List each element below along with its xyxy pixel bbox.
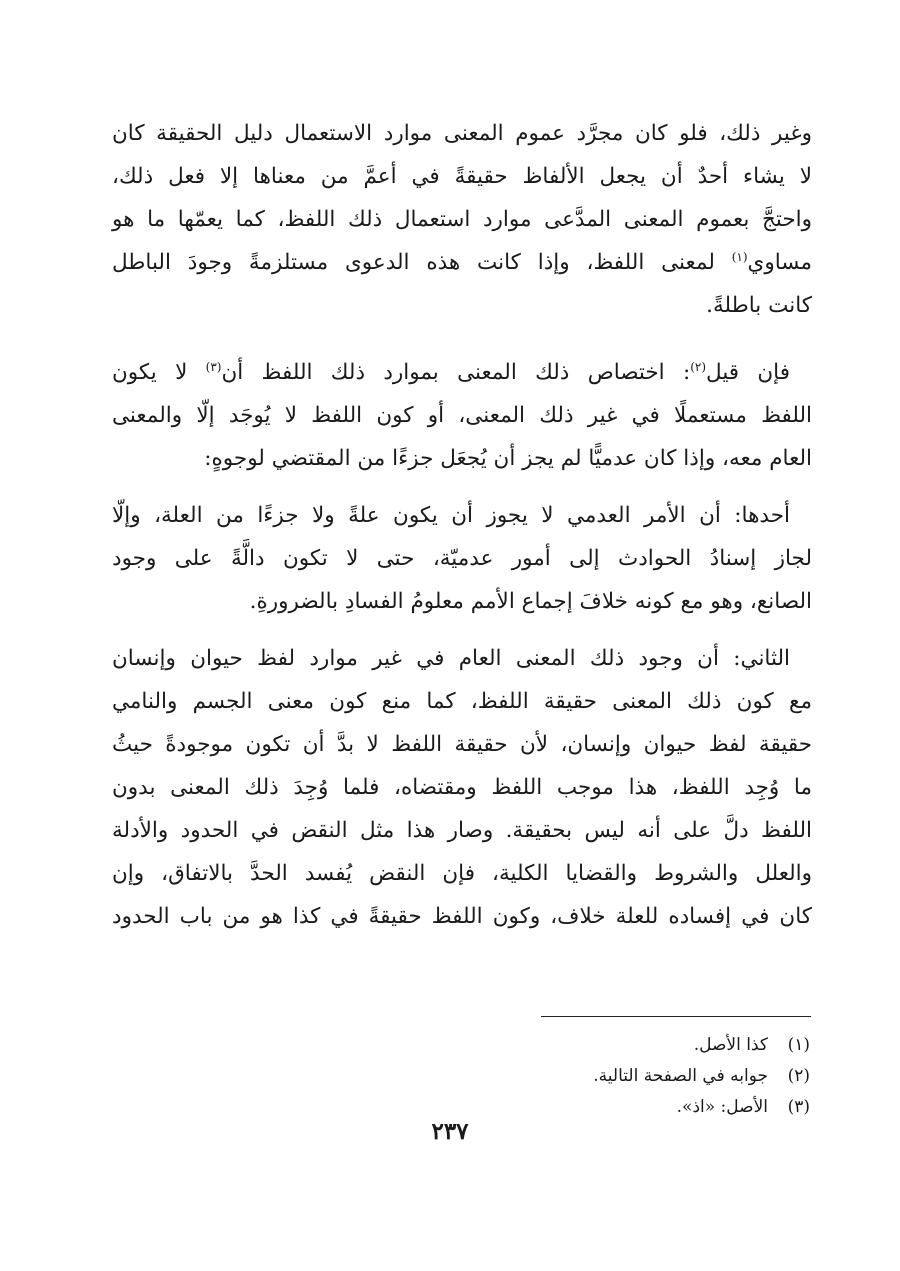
footnote-2: [300, 1061, 810, 1092]
text-line: اللفظ دلَّ على أنه ليس بحقيقة. وصار هذا مثل النقض في الحدود والأدلة: [112, 818, 812, 843]
page-body: [112, 112, 812, 952]
text-line: مع كون ذلك المعنى حقيقة اللفظ، كما منع كون معنى الجسم والنامي: [112, 689, 812, 714]
text-line: [112, 351, 812, 394]
text-line: كان في إفساده للعلة خلاف، وكون اللفظ حقيقةً في كذا هو من باب الحدود: [112, 904, 812, 929]
footnote-text: جوابه في الصفحة التالية.: [593, 1066, 768, 1086]
footnote-ref-2[interactable]: (٢): [690, 359, 707, 374]
page-number: ٢٣٧: [431, 1118, 469, 1145]
text-fragment: مساوي: [747, 250, 812, 275]
text-line: العام معه، وإذا كان عدميًّا لم يجز أن يُجعَل جزءًا من المقتضي لوجوهٍ:: [204, 446, 812, 471]
footnote-text: كذا الأصل.: [693, 1035, 768, 1055]
text-line: لا يشاء أحدٌ أن يجعل الألفاظ حقيقةً في أعمَّ من معناها إلا فعل ذلك،: [112, 164, 812, 189]
footnote-ref-1[interactable]: (١): [731, 249, 748, 264]
text-line: وغير ذلك، فلو كان مجرَّد عموم المعنى موارد الاستعمال دليل الحقيقة كان: [112, 121, 812, 146]
paragraph-2: [112, 351, 812, 480]
text-line: ما وُجِد اللفظ، هذا موجب اللفظ ومقتضاه، فلما وُجِدَ ذلك المعنى بدون: [112, 775, 812, 800]
footnote-divider: [541, 1016, 811, 1017]
footnote-number: (٣): [787, 1097, 810, 1117]
text-line: واحتجَّ بعموم المعنى المدَّعى موارد استعمال ذلك اللفظ، كما يعمّها ما هو: [112, 207, 812, 232]
paragraph-1: [112, 112, 812, 327]
text-line: لجاز إسنادُ الحوادث إلى أمور عدميّة، حتى لا تكون دالَّةً على وجود: [112, 546, 812, 571]
footnote-1: [300, 1030, 810, 1061]
footnote-text: الأصل: «اذ».: [676, 1097, 768, 1117]
text-line: والعلل والشروط والقضايا الكلية، فإن النقض يُفسد الحدَّ بالاتفاق، وإن: [112, 861, 812, 886]
text-fragment: فإن قيل: [706, 360, 791, 385]
footnote-number: (١): [787, 1035, 810, 1055]
footnote-ref-3[interactable]: (٣): [205, 359, 222, 374]
footnotes: [300, 1030, 810, 1123]
text-line: الصانع، وهو مع كونه خلافَ إجماع الأمم معلومُ الفسادِ بالضرورةِ.: [249, 589, 812, 614]
text-line: الثاني: أن وجود ذلك المعنى العام في غير موارد لفظ حيوان وإنسان: [112, 646, 790, 671]
text-fragment: لا يكون: [112, 360, 206, 385]
paragraph-3: [112, 494, 812, 623]
text-line: كانت باطلةً.: [706, 293, 812, 318]
text-fragment: : اختصاص ذلك المعنى بموارد ذلك اللفظ أن: [221, 360, 691, 385]
text-fragment: لمعنى اللفظ، وإذا كانت هذه الدعوى مستلزمةً وجودَ الباطل: [112, 250, 732, 275]
paragraph-4: [112, 637, 812, 938]
text-line: اللفظ مستعملًا في غير ذلك المعنى، أو كون اللفظ لا يُوجَد إلّا والمعنى: [112, 403, 812, 428]
text-line: حقيقة لفظ حيوان وإنسان، لأن حقيقة اللفظ لا بدَّ أن تكون موجودةً حيثُ: [112, 732, 812, 757]
text-line: أحدها: أن الأمر العدمي لا يجوز أن يكون علةً ولا جزءًا من العلة، وإلّا: [112, 503, 790, 528]
footnote-number: (٢): [787, 1066, 810, 1086]
text-line: [112, 241, 812, 284]
